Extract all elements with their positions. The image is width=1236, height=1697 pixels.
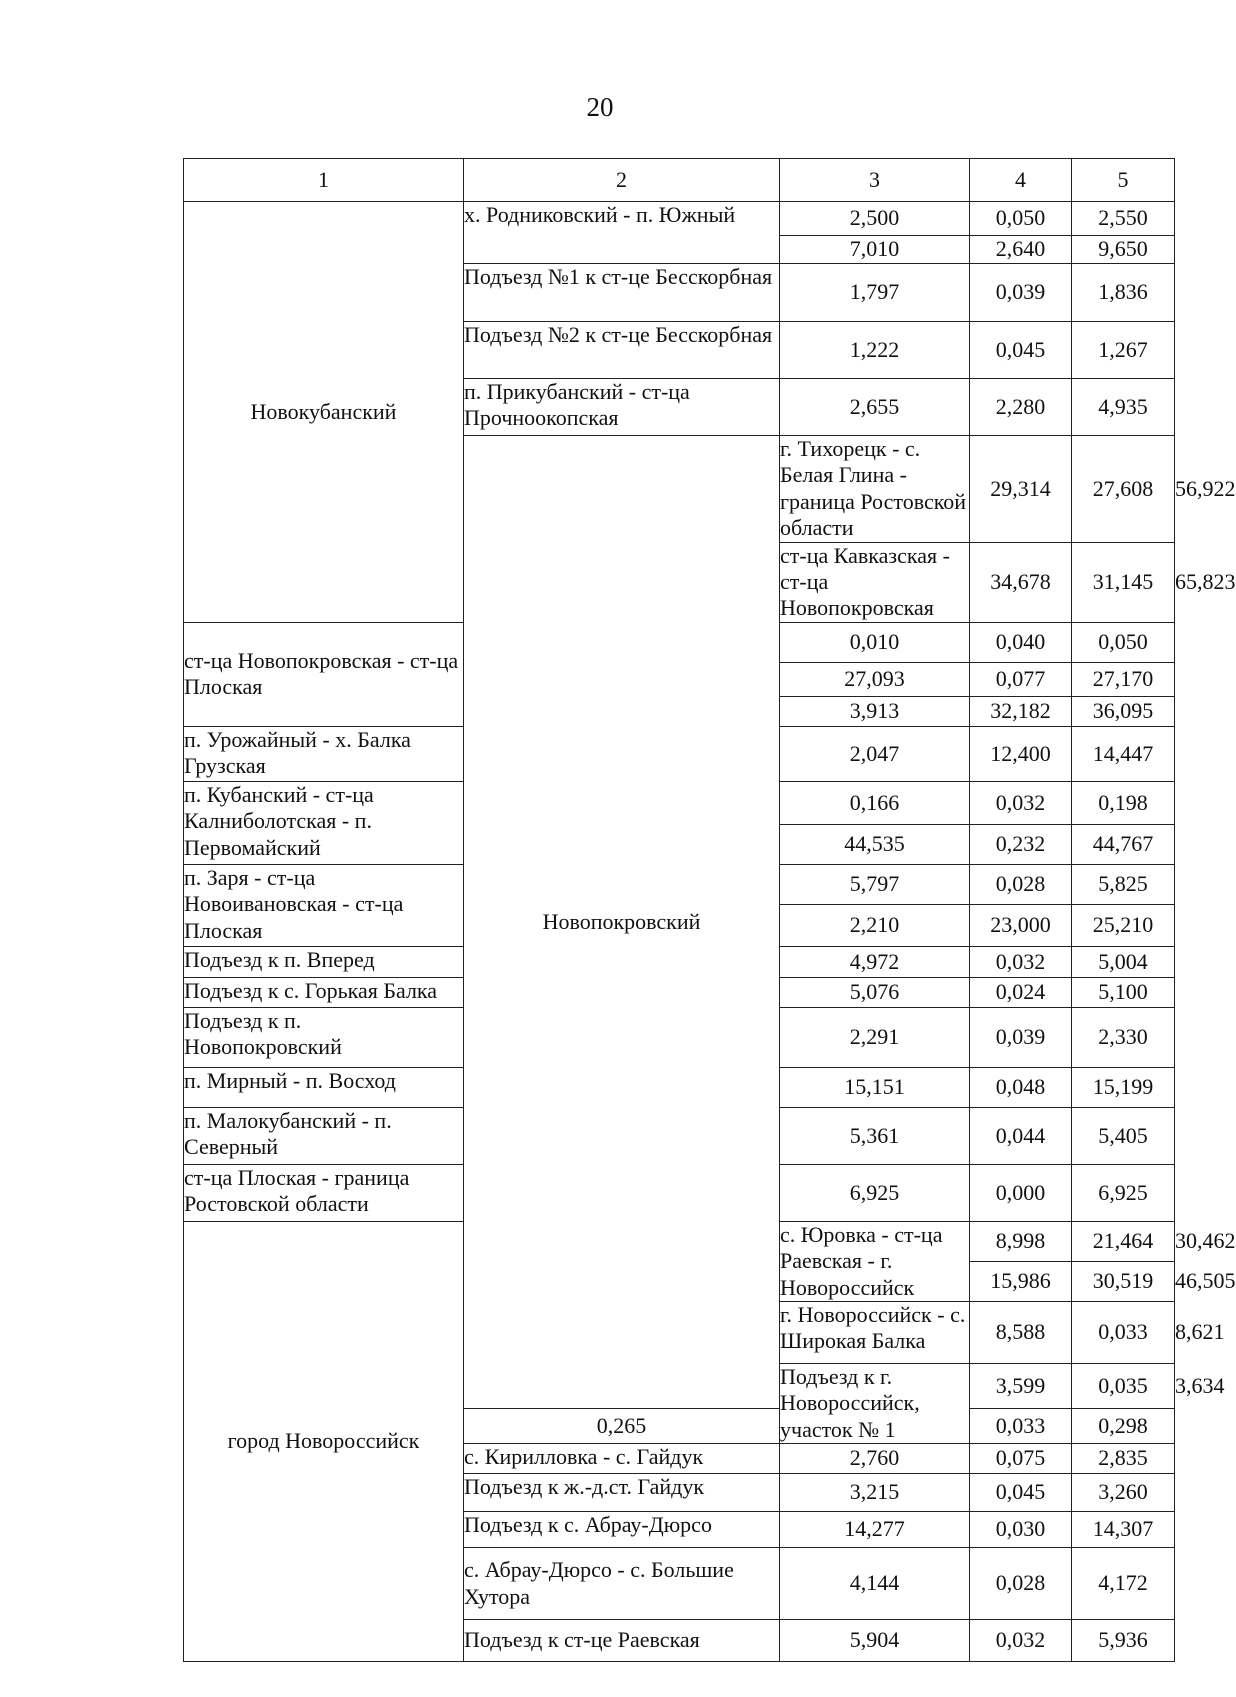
value-cell-col3: 1,797 — [780, 264, 970, 322]
road-name-cell: г. Тихорецк - с. Белая Глина - граница Ростовской области — [780, 436, 970, 543]
value-cell-col3: 8,998 — [970, 1221, 1072, 1261]
value-cell-col4: 0,030 — [970, 1512, 1072, 1548]
value-cell-col4: 0,000 — [970, 1164, 1072, 1221]
value-cell-col3: 3,599 — [970, 1363, 1072, 1408]
value-cell-col4: 0,032 — [970, 1620, 1072, 1662]
value-cell-col4: 0,024 — [970, 977, 1072, 1007]
road-name-cell: п. Заря - ст-ца Новоивановская - ст-ца Плоская — [184, 864, 464, 946]
road-name-cell: Подъезд к с. Горькая Балка — [184, 977, 464, 1007]
value-cell-col4: 30,519 — [1072, 1261, 1175, 1301]
value-cell-col4: 0,028 — [970, 864, 1072, 904]
value-cell-col5: 5,004 — [1072, 946, 1175, 977]
value-cell-col5: 1,836 — [1072, 264, 1175, 322]
table-row: г. Новороссийск - с. Широкая Балка 8,588 0,033 8,621 — [184, 1301, 1175, 1363]
value-cell-col3: 27,093 — [780, 662, 970, 696]
value-cell-col3: 5,797 — [780, 864, 970, 904]
value-cell-col4: 0,075 — [970, 1444, 1072, 1474]
value-cell-col5: 0,198 — [1072, 781, 1175, 824]
column-header-3: 3 — [780, 159, 970, 202]
value-cell-col5: 1,267 — [1072, 322, 1175, 379]
table-body — [184, 202, 1236, 1662]
district-cell: Новопокровский — [464, 436, 780, 1409]
road-name-cell: ст-ца Новопокровская - ст-ца Плоская — [184, 622, 464, 726]
header-row — [184, 159, 1175, 202]
value-cell-col3: 8,588 — [970, 1301, 1072, 1363]
table-header — [184, 159, 1175, 202]
value-cell-col3: 2,210 — [780, 904, 970, 946]
value-cell-col5: 27,170 — [1072, 662, 1175, 696]
road-name-cell: Подъезд №1 к ст-це Бесскорбная — [464, 264, 780, 322]
road-name-cell: Подъезд к ж.-д.ст. Гайдук — [464, 1474, 780, 1512]
value-cell-col3: 4,972 — [780, 946, 970, 977]
value-cell-col3: 0,166 — [780, 781, 970, 824]
value-cell-col4: 0,032 — [970, 946, 1072, 977]
road-name-cell: с. Юровка - ст-ца Раевская - г. Новороссийск — [780, 1221, 970, 1301]
value-cell-col4: 0,039 — [970, 1007, 1072, 1067]
value-cell-col4: 23,000 — [970, 904, 1072, 946]
district-cell: Новокубанский — [184, 202, 464, 623]
road-name-cell: п. Прикубанский - ст-ца Прочноокопская — [464, 379, 780, 436]
value-cell-col5: 5,825 — [1072, 864, 1175, 904]
page-number: 20 — [586, 92, 614, 122]
value-cell-col3: 5,904 — [780, 1620, 970, 1662]
value-cell-col5: 44,767 — [1072, 824, 1175, 864]
value-cell-col5: 36,095 — [1072, 696, 1175, 726]
value-cell-col3: 2,655 — [780, 379, 970, 436]
value-cell-col4: 0,045 — [970, 322, 1072, 379]
road-name-cell: ст-ца Плоская - граница Ростовской области — [184, 1164, 464, 1221]
road-name-cell: п. Мирный - п. Восход — [184, 1067, 464, 1107]
table-row: Новопокровский г. Тихорецк - с. Белая Глина - граница Ростовской области 29,314 27,608 56,922 — [184, 436, 1175, 543]
road-name-cell: п. Урожайный - х. Балка Грузская — [184, 726, 464, 781]
value-cell-col3: 15,986 — [970, 1261, 1072, 1301]
value-cell-col4: 0,077 — [970, 662, 1072, 696]
road-name-cell: с. Абрау-Дюрсо - с. Большие Хутора — [464, 1548, 780, 1620]
road-name-cell: Подъезд к с. Абрау-Дюрсо — [464, 1512, 780, 1548]
district-cell: город Новороссийск — [184, 1221, 464, 1661]
road-name-cell: г. Новороссийск - с. Широкая Балка — [780, 1301, 970, 1363]
value-cell-col3: 6,925 — [780, 1164, 970, 1221]
value-cell-col3: 2,500 — [780, 202, 970, 236]
value-cell-col3: 15,151 — [780, 1067, 970, 1107]
value-cell-col4: 27,608 — [1072, 436, 1175, 543]
road-name-cell: Подъезд к ст-це Раевская — [464, 1620, 780, 1662]
road-name-cell: п. Кубанский - ст-ца Калниболотская - п. Первомайский — [184, 781, 464, 864]
road-name-cell: Подъезд к п. Вперед — [184, 946, 464, 977]
value-cell-col3: 0,265 — [464, 1409, 780, 1444]
value-cell-col5: 4,935 — [1072, 379, 1175, 436]
value-cell-col4: 32,182 — [970, 696, 1072, 726]
value-cell-col5: 5,936 — [1072, 1620, 1175, 1662]
value-cell-col3: 14,277 — [780, 1512, 970, 1548]
value-cell-col3: 2,047 — [780, 726, 970, 781]
road-name-cell: Подъезд к п. Новопокровский — [184, 1007, 464, 1067]
road-name-cell: п. Малокубанский - п. Северный — [184, 1107, 464, 1164]
roads-table — [183, 158, 1236, 1662]
value-cell-col5: 2,330 — [1072, 1007, 1175, 1067]
table-row: Подъезд к г. Новороссийск, участок № 1 3,599 0,035 3,634 — [780, 1363, 1225, 1442]
value-cell-col3: 5,361 — [780, 1107, 970, 1164]
value-cell-col3: 2,760 — [780, 1444, 970, 1474]
table-row: ст-ца Кавказская - ст-ца Новопокровская 34,678 31,145 65,823 — [780, 542, 1236, 621]
value-cell-col4: 0,044 — [970, 1107, 1072, 1164]
value-cell-col3: 3,215 — [780, 1474, 970, 1512]
value-cell-col3: 44,535 — [780, 824, 970, 864]
road-name-cell: х. Родниковский - п. Южный — [464, 202, 780, 264]
value-cell-col4: 0,048 — [970, 1067, 1072, 1107]
value-cell-col3: 4,144 — [780, 1548, 970, 1620]
value-cell-col5: 3,260 — [1072, 1474, 1175, 1512]
value-cell-col5: 5,100 — [1072, 977, 1175, 1007]
value-cell-col4: 0,033 — [1072, 1301, 1175, 1363]
value-cell-col4: 0,028 — [970, 1548, 1072, 1620]
road-name-cell: Подъезд №2 к ст-це Бесскорбная — [464, 322, 780, 379]
value-cell-col3: 0,010 — [780, 622, 970, 662]
value-cell-col4: 12,400 — [970, 726, 1072, 781]
value-cell-col3: 2,291 — [780, 1007, 970, 1067]
value-cell-col5: 5,405 — [1072, 1107, 1175, 1164]
value-cell-col3: 1,222 — [780, 322, 970, 379]
table-row — [184, 202, 1175, 236]
road-name-cell: с. Кирилловка - с. Гайдук — [464, 1444, 780, 1474]
value-cell-col4: 2,640 — [970, 236, 1072, 264]
value-cell-col5: 0,298 — [1072, 1409, 1175, 1444]
value-cell-col3: 5,076 — [780, 977, 970, 1007]
value-cell-col4: 2,280 — [970, 379, 1072, 436]
value-cell-col3: 29,314 — [970, 436, 1072, 543]
value-cell-col3: 3,913 — [780, 696, 970, 726]
value-cell-col4: 0,045 — [970, 1474, 1072, 1512]
value-cell-col5: 4,172 — [1072, 1548, 1175, 1620]
value-cell-col4: 31,145 — [1072, 542, 1175, 622]
value-cell-col5: 2,550 — [1072, 202, 1175, 236]
value-cell-col5: 9,650 — [1072, 236, 1175, 264]
value-cell-col5: 15,199 — [1072, 1067, 1175, 1107]
value-cell-col4: 0,039 — [970, 264, 1072, 322]
value-cell-col4: 0,035 — [1072, 1363, 1175, 1408]
value-cell-col5: 0,050 — [1072, 622, 1175, 662]
road-name-cell: ст-ца Кавказская - ст-ца Новопокровская — [780, 542, 970, 622]
table-row: 15,986 30,519 46,505 — [184, 1261, 1175, 1301]
value-cell-col5: 6,925 — [1072, 1164, 1175, 1221]
value-cell-col4: 21,464 — [1072, 1221, 1175, 1261]
value-cell-col5: 25,210 — [1072, 904, 1175, 946]
value-cell-col5: 2,835 — [1072, 1444, 1175, 1474]
table-row: город Новороссийск с. Юровка - ст-ца Раевская - г. Новороссийск 8,998 21,464 30,462 — [184, 1221, 1175, 1261]
column-header-2: 2 — [464, 159, 780, 202]
road-name-cell: Подъезд к г. Новороссийск, участок № 1 — [780, 1363, 970, 1443]
value-cell-col5: 14,307 — [1072, 1512, 1175, 1548]
column-header-5: 5 — [1072, 159, 1175, 202]
value-cell-col4: 0,033 — [970, 1409, 1072, 1444]
value-cell-col5: 14,447 — [1072, 726, 1175, 781]
column-header-4: 4 — [970, 159, 1072, 202]
value-cell-col3: 34,678 — [970, 542, 1072, 622]
value-cell-col4: 0,050 — [970, 202, 1072, 236]
value-cell-col3: 7,010 — [780, 236, 970, 264]
column-header-1: 1 — [184, 159, 464, 202]
value-cell-col4: 0,032 — [970, 781, 1072, 824]
value-cell-col4: 0,040 — [970, 622, 1072, 662]
value-cell-col4: 0,232 — [970, 824, 1072, 864]
